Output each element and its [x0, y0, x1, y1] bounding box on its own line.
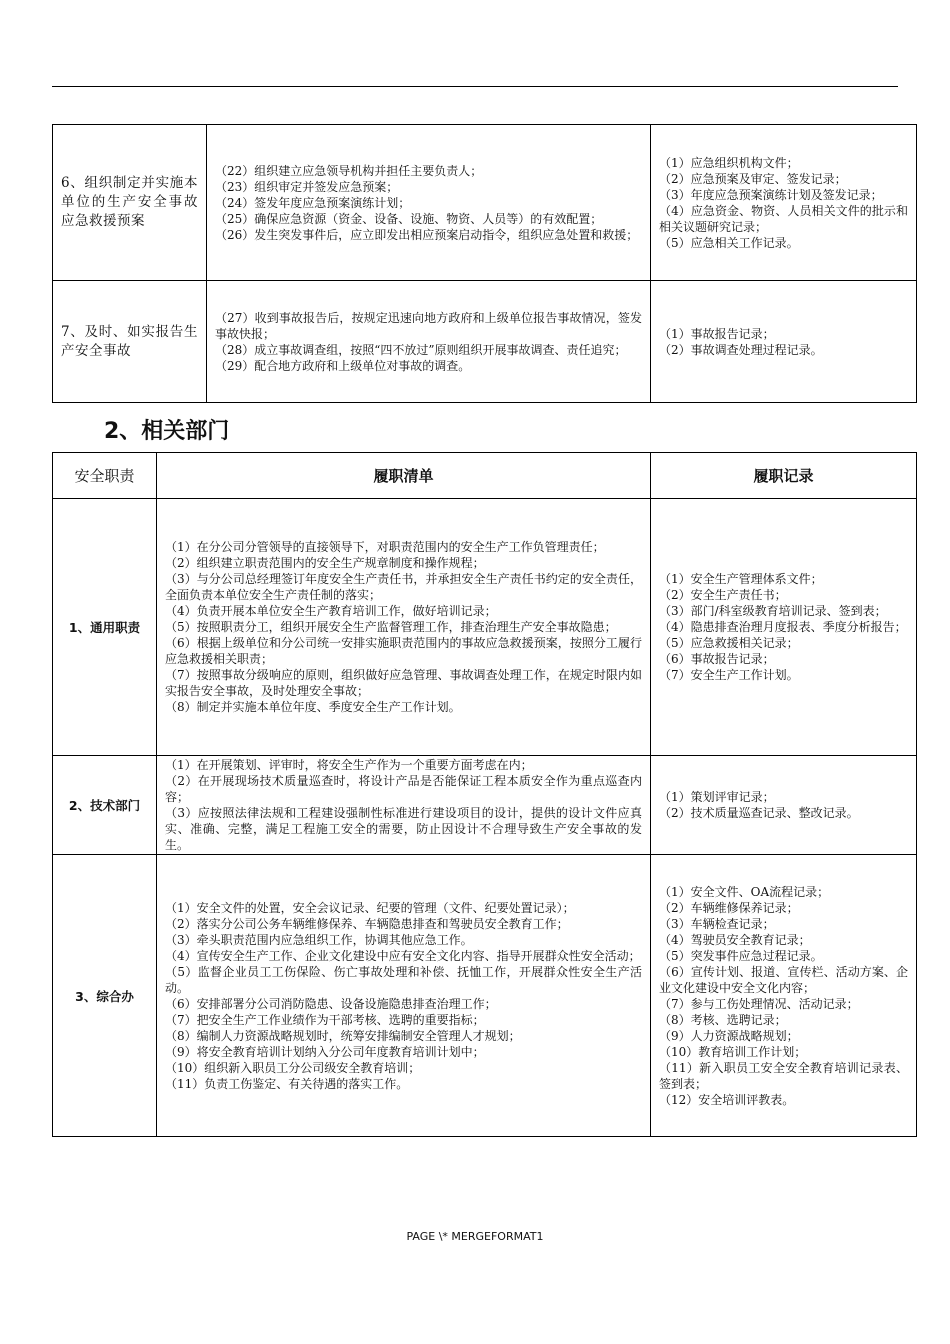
table-header-row [53, 453, 917, 499]
list-item: （1）事故报告记录； [659, 326, 775, 341]
duty-items-cell [157, 499, 651, 756]
records-cell [651, 855, 917, 1137]
duty-items-cell [157, 855, 651, 1137]
list-item: （28）成立事故调查组，按照“四不放过”原则组织开展事故调查、责任追究； [215, 342, 627, 357]
list-item: （2）组织建立职责范围内的安全生产规章制度和操作规程； [165, 556, 485, 570]
list-item: （7）按照事故分级响应的原则，组织做好应急管理、事故调查处理工作，在规定时限内如实报告安全事故，及时处理安全事故； [165, 668, 642, 698]
list-item: （3）牵头职责范围内应急组织工作，协调其他应急工作。 [165, 932, 473, 947]
table-row [53, 855, 917, 1137]
list-item: （8）制定并实施本单位年度、季度安全生产工作计划。 [165, 700, 461, 714]
list-item: （10）教育培训工作计划； [659, 1044, 807, 1059]
list-item: （1）安全文件、OA流程记录； [659, 884, 830, 899]
list-item: （26）发生突发事件后，应立即发出相应预案启动指令，组织应急处置和救援； [215, 227, 639, 242]
list-item: （7）把安全生产工作业绩作为干部考核、选聘的重要指标； [165, 1012, 485, 1027]
duty-items-cell [207, 281, 651, 403]
table-row [53, 281, 917, 403]
list-item: （12）安全培训评教表。 [659, 1092, 795, 1107]
list-item: （3）车辆检查记录； [659, 916, 775, 931]
list-item: （8）编制人力资源战略规划时，统筹安排编制安全管理人才规划； [165, 1028, 521, 1043]
duty-cell: 3、综合办 [53, 855, 157, 1137]
list-item: （4）隐患排查治理月度报表、季度分析报告； [659, 620, 907, 634]
list-item: （1）在开展策划、评审时，将安全生产作为一个重要方面考虑在内； [165, 758, 533, 772]
column-header-duty: 安全职责 [53, 453, 157, 499]
list-item: （6）事故报告记录； [659, 652, 775, 666]
list-item: （11）负责工伤鉴定、有关待遇的落实工作。 [165, 1076, 409, 1091]
list-item: （5）监督企业员工工伤保险、伤亡事故处理和补偿、抚恤工作，开展群众性安全生产活动。 [165, 964, 642, 995]
list-item: （3）应按照法律法规和工程建设强制性标准进行建设项目的设计，提供的设计文件应真实、准确、完整，满足工程施工安全的需要，防止因设计不合理导致生产安全事故的发生。 [165, 806, 642, 852]
responsibility-table-continued [52, 124, 917, 403]
duty-items-cell [207, 125, 651, 281]
duty-items-cell [157, 756, 651, 855]
duty-cell: 1、通用职责 [53, 499, 157, 756]
list-item: （3）与分公司总经理签订年度安全生产责任书，并承担安全生产责任书约定的安全责任，全面负责本单位安全生产责任制的落实； [165, 572, 642, 602]
list-item: （5）应急相关工作记录。 [659, 235, 799, 250]
list-item: （7）安全生产工作计划。 [659, 668, 799, 682]
list-item: （25）确保应急资源（资金、设备、设施、物资、人员等）的有效配置； [215, 211, 603, 226]
list-item: （2）车辆维修保养记录； [659, 900, 799, 915]
duty-cell: 6、组织制定并实施本单位的生产安全事故应急救援预案 [53, 125, 207, 281]
list-item: （24）签发年度应急预案演练计划； [215, 195, 411, 210]
list-item: （5）突发事件应急过程记录。 [659, 948, 823, 963]
list-item: （4）应急资金、物资、人员相关文件的批示和相关议题研究记录； [659, 203, 908, 234]
list-item: （5）按照职责分工，组织开展安全生产监督管理工作，排查治理生产安全事故隐患； [165, 620, 617, 634]
section-title: 2、相关部门 [104, 419, 230, 444]
department-responsibility-table [52, 452, 917, 1137]
list-item: （9）人力资源战略规划； [659, 1028, 799, 1043]
list-item: （1）在分公司分管领导的直接领导下，对职责范围内的安全生产工作负管理责任； [165, 540, 605, 554]
list-item: （4）驾驶员安全教育记录； [659, 932, 811, 947]
list-item: （10）组织新入职员工分公司级安全教育培训； [165, 1060, 421, 1075]
duty-cell: 2、技术部门 [53, 756, 157, 855]
list-item: （8）考核、选聘记录； [659, 1012, 787, 1027]
list-item: （2）技术质量巡查记录、整改记录。 [659, 806, 859, 820]
list-item: （1）应急组织机构文件； [659, 155, 799, 170]
table-row [53, 499, 917, 756]
records-cell [651, 281, 917, 403]
duty-cell: 7、及时、如实报告生产安全事故 [53, 281, 207, 403]
records-cell [651, 125, 917, 281]
list-item: （29）配合地方政府和上级单位对事故的调查。 [215, 358, 471, 373]
list-item: （27）收到事故报告后，按规定迅速向地方政府和上级单位报告事故情况，签发事故快报； [215, 310, 642, 341]
records-cell [651, 756, 917, 855]
list-item: （11）新入职员工安全安全教育培训记录表、签到表； [659, 1060, 908, 1091]
list-item: （3）部门/科室级教育培训记录、签到表； [659, 604, 887, 618]
list-item: （7）参与工伤处理情况、活动记录； [659, 996, 859, 1011]
list-item: （4）负责开展本单位安全生产教育培训工作，做好培训记录； [165, 604, 497, 618]
list-item: （6）宣传计划、报道、宣传栏、活动方案、企业文化建设中安全文化内容； [659, 964, 908, 995]
list-item: （5）应急救援相关记录； [659, 636, 799, 650]
table-row [53, 125, 917, 281]
list-item: （6）根据上级单位和分公司统一安排实施职责范围内的事故应急救援预案，按照分工履行应急救援相关职责； [165, 636, 642, 666]
list-item: （6）安排部署分公司消防隐患、设备设施隐患排查治理工作； [165, 996, 497, 1011]
list-item: （9）将安全教育培训计划纳入分公司年度教育培训计划中； [165, 1044, 485, 1059]
list-item: （2）事故调查处理过程记录。 [659, 342, 823, 357]
table-row [53, 756, 917, 855]
column-header-items: 履职清单 [157, 453, 651, 499]
page-footer: PAGE \* MERGEFORMAT1 [406, 1230, 544, 1243]
list-item: （3）年度应急预案演练计划及签发记录； [659, 187, 883, 202]
records-cell [651, 499, 917, 756]
list-item: （1）安全生产管理体系文件； [659, 572, 823, 586]
header-rule [52, 86, 898, 87]
list-item: （22）组织建立应急领导机构并担任主要负责人； [215, 163, 483, 178]
list-item: （23）组织审定并签发应急预案； [215, 179, 399, 194]
list-item: （2）安全生产责任书； [659, 588, 787, 602]
list-item: （1）策划评审记录； [659, 790, 775, 804]
list-item: （1）安全文件的处置，安全会议记录、纪要的管理（文件、纪要处置记录）； [165, 900, 575, 915]
list-item: （2）应急预案及审定、签发记录； [659, 171, 847, 186]
list-item: （4）宣传安全生产工作、企业文化建设中应有安全文化内容、指导开展群众性安全活动； [165, 948, 641, 963]
list-item: （2）落实分公司公务车辆维修保养、车辆隐患排查和驾驶员安全教育工作； [165, 916, 569, 931]
column-header-records: 履职记录 [651, 453, 917, 499]
list-item: （2）在开展现场技术质量巡查时，将设计产品是否能保证工程本质安全作为重点巡查内容； [165, 774, 642, 804]
